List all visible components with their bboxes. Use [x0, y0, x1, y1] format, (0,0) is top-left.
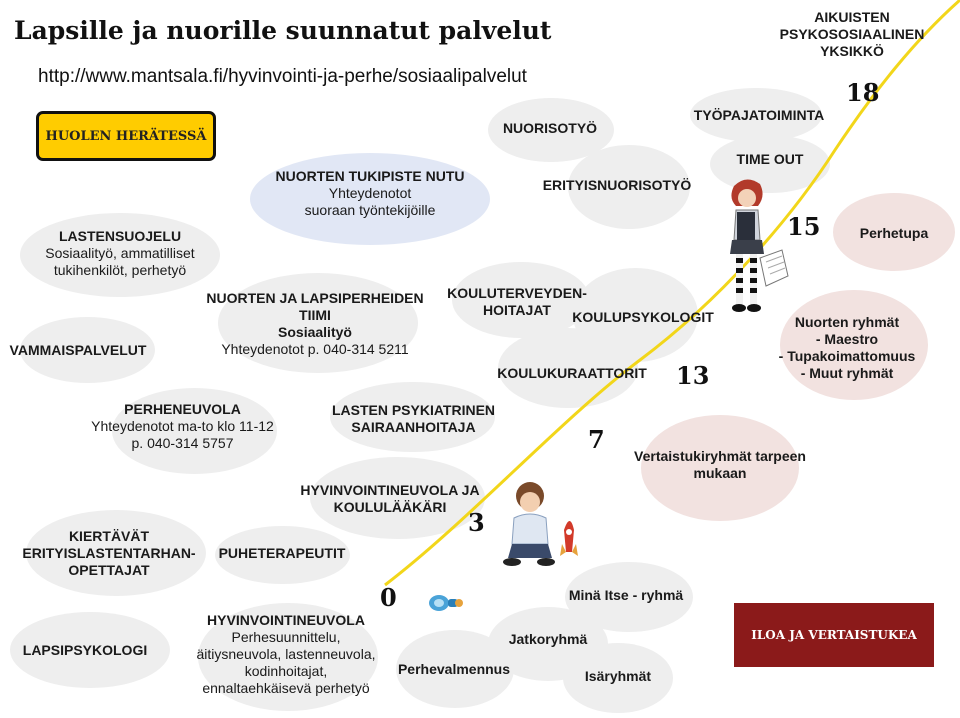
huolen-herattessa-button[interactable]: HUOLEN HERÄTESSÄ: [36, 111, 216, 161]
perhevalmennus-label: [388, 661, 520, 678]
vammais-title: VAMMAISPALVELUT: [9, 342, 147, 358]
isaryhmat-label: [566, 668, 670, 685]
nuorten-ryhmat-title: Nuorten ryhmät: [794, 314, 900, 330]
nuorten-tiimi-title: TIIMI: [299, 307, 331, 323]
aikuisten-label: [770, 9, 934, 60]
perheneuvola-line: p. 040-314 5757: [131, 435, 234, 451]
nuorisotyo-label: [490, 120, 610, 137]
nutu-title: NUORTEN TUKIPISTE NUTU: [275, 168, 465, 184]
koulukuraattori-title: KOULUKURAATTORIT: [497, 365, 647, 381]
puhe-label: [208, 545, 356, 562]
koulukuraattori-label: [494, 365, 650, 382]
kiertavat-label: [14, 528, 204, 579]
vertaistuki-title: Vertaistukiryhmät tarpeen: [634, 448, 806, 464]
perheneuvola-line: Yhteydenotot ma-to klo 11-12: [91, 418, 274, 434]
perhevalmennus-title: Perhevalmennus: [397, 661, 511, 677]
minaitse-title: Minä Itse - ryhmä: [568, 587, 684, 603]
age-marker-3: 3: [468, 508, 485, 537]
perheneuvola-title: PERHENEUVOLA: [124, 401, 241, 417]
psykiatrinen-title: LASTEN PSYKIATRINEN: [331, 402, 496, 418]
kouluneuvola-label: [292, 482, 488, 516]
hyvinvointineuvola-line: kodinhoitajat,: [244, 663, 328, 679]
erityisnuoriso-title: ERITYISNUORISOTYÖ: [542, 177, 692, 193]
age-marker-13: 13: [676, 361, 710, 390]
perheneuvola-label: [80, 401, 285, 452]
nuorten-tiimi-line: Yhteydenotot p. 040-314 5211: [221, 341, 409, 357]
nuorten-ryhmat-item: - Maestro: [815, 331, 879, 347]
lastensuojelu-label: [10, 228, 230, 279]
isaryhmat-title: Isäryhmät: [584, 668, 652, 684]
vammais-label: [4, 342, 152, 359]
jatkoryhma-label: [494, 631, 602, 648]
page-title: Lapsille ja nuorille suunnatut palvelut: [14, 16, 552, 45]
age-marker-15: 15: [787, 212, 821, 241]
tyopaja-title: TYÖPAJATOIMINTA: [693, 107, 825, 123]
psykiatrinen-label: [326, 402, 501, 436]
nuorisotyo-title: NUORISOTYÖ: [502, 120, 598, 136]
vertaistuki-label: [622, 448, 818, 482]
nutu-line: suoraan työntekijöille: [304, 202, 436, 218]
nuorten-tiimi-title: NUORTEN JA LAPSIPERHEIDEN: [206, 290, 424, 306]
tyopaja-label: [680, 107, 838, 124]
hyvinvointineuvola-line: äitiysneuvola, lastenneuvola,: [196, 646, 376, 662]
nuorten-tiimi-label: [195, 290, 435, 358]
lastensuojelu-title: LASTENSUOJELU: [58, 228, 182, 244]
nuorten-ryhmat-item: - Tupakoimattomuus: [778, 348, 916, 364]
nutu-label: [250, 168, 490, 219]
hyvinvointineuvola-title: HYVINVOINTINEUVOLA: [207, 612, 365, 628]
hyvinvointineuvola-line: ennaltaehkäisevä perhetyö: [202, 680, 370, 696]
kouluterveyden-title: HOITAJAT: [483, 302, 551, 318]
kiertavat-title: OPETTAJAT: [68, 562, 150, 578]
aikuisten-title: AIKUISTEN: [814, 9, 890, 25]
lastensuojelu-line: tukihenkilöt, perhetyö: [53, 262, 187, 278]
age-marker-18: 18: [846, 78, 880, 107]
kiertavat-title: KIERTÄVÄT: [68, 528, 150, 544]
nuorten-ryhmat-item: - Muut ryhmät: [800, 365, 894, 381]
kouluneuvola-title: KOULULÄÄKÄRI: [333, 499, 447, 515]
age-marker-7: 7: [588, 425, 605, 454]
lapsipsykologi-label: [14, 642, 156, 659]
hyvinvointineuvola-line: Perhesuunnittelu,: [231, 629, 341, 645]
kiertavat-title: ERITYISLASTENTARHAN-: [22, 545, 196, 561]
perhetupa-title: Perhetupa: [859, 225, 929, 241]
timeout-label: [714, 151, 826, 168]
age-marker-0: 0: [380, 583, 397, 612]
kouluterveyden-title: KOULUTERVEYDEN-: [447, 285, 587, 301]
vertaistuki-title: mukaan: [693, 465, 747, 481]
minaitse-label: [556, 587, 696, 604]
puhe-title: PUHETERAPEUTIT: [218, 545, 346, 561]
erityisnuoriso-label: [532, 177, 702, 194]
lapsipsykologi-title: LAPSIPSYKOLOGI: [22, 642, 148, 658]
perhetupa-label: [836, 225, 952, 242]
timeout-title: TIME OUT: [736, 151, 804, 167]
aikuisten-title: PSYKOSOSIAALINEN: [779, 26, 925, 42]
jatkoryhma-title: Jatkoryhmä: [508, 631, 588, 647]
koulupsyk-label: [566, 309, 720, 326]
teen-girl-icon: [722, 176, 792, 326]
koulupsyk-title: KOULUPSYKOLOGIT: [572, 309, 714, 325]
page-url[interactable]: http://www.mantsala.fi/hyvinvointi-ja-perhe/sosiaalipalvelut: [38, 66, 527, 87]
pacifier-icon: [426, 588, 464, 616]
child-with-rocket-icon: [500, 478, 582, 572]
hyvinvointineuvola-label: [168, 612, 404, 697]
nutu-line: Yhteydenotot: [328, 185, 412, 201]
nuorten-tiimi-line: Sosiaalityö: [278, 324, 352, 340]
iloa-ja-vertaistukea-button[interactable]: ILOA JA VERTAISTUKEA: [734, 603, 934, 667]
kouluneuvola-title: HYVINVOINTINEUVOLA JA: [300, 482, 480, 498]
aikuisten-title: YKSIKKÖ: [820, 43, 884, 59]
psykiatrinen-title: SAIRAANHOITAJA: [351, 419, 476, 435]
lastensuojelu-line: Sosiaalityö, ammatilliset: [45, 245, 195, 261]
